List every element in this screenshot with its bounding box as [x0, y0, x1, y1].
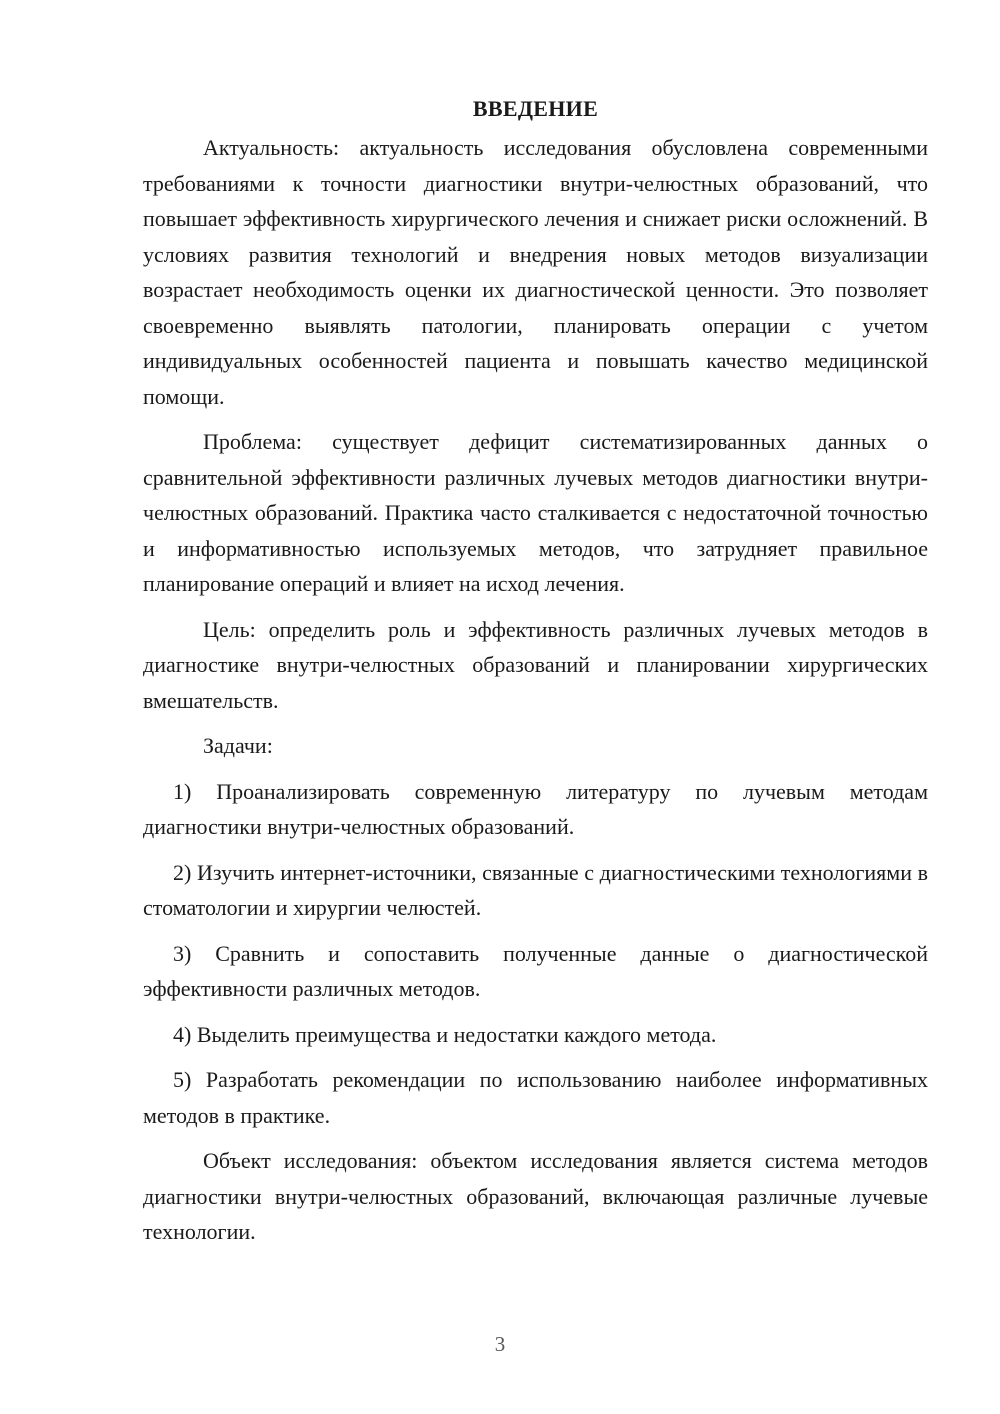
- tasks-list: [143, 774, 928, 1134]
- tasks-heading: Задачи:: [203, 733, 273, 758]
- problem-paragraph: Проблема: существует дефицит систематизированных данных о сравнительной эффективности различных лучевых методов диагностики внутри-челюстных образований. Практика часто сталкивается с недостаточной точностью и информативностью используемых методов, что затрудняет правильное планирование операций и влияет на исход лечения.: [143, 429, 928, 596]
- task-item: 1) Проанализировать современную литературу по лучевым методам диагностики внутри-челюстных образований.: [143, 778, 928, 839]
- task-item: 5) Разработать рекомендации по использованию наиболее информативных методов в практике.: [143, 1067, 928, 1128]
- task-item: 3) Сравнить и сопоставить полученные данные о диагностической эффективности различных методов.: [143, 940, 928, 1001]
- page-number: 3: [494, 1332, 506, 1356]
- goal-paragraph: Цель: определить роль и эффективность различных лучевых методов в диагностике внутри-челюстных образований и планировании хирургических вмешательств.: [143, 616, 928, 713]
- task-item: 4) Выделить преимущества и недостатки каждого метода.: [173, 1021, 717, 1047]
- task-item: 2) Изучить интернет-источники, связанные с диагностическими технологиями в стоматологии и хирургии челюстей.: [143, 859, 928, 920]
- relevance-paragraph: Актуальность: актуальность исследования обусловлена современными требованиями к точности диагностики внутри-челюстных образований, что повышает эффективность хирургического лечения и снижает риски осложнений. В условиях развития технологий и внедрения новых методов визуализации возрастает необходимость оценки их диагностической ценности. Это позволяет своевременно выявлять патологии, планировать операции с учетом индивидуальных особенностей пациента и повышать качество медицинской помощи.: [143, 135, 928, 409]
- section-title: ВВЕДЕНИЕ: [472, 96, 599, 121]
- object-paragraph: Объект исследования: объектом исследования является система методов диагностики внутри-челюстных образований, включающая различные лучевые технологии.: [143, 1148, 928, 1244]
- document-page: [143, 92, 928, 1250]
